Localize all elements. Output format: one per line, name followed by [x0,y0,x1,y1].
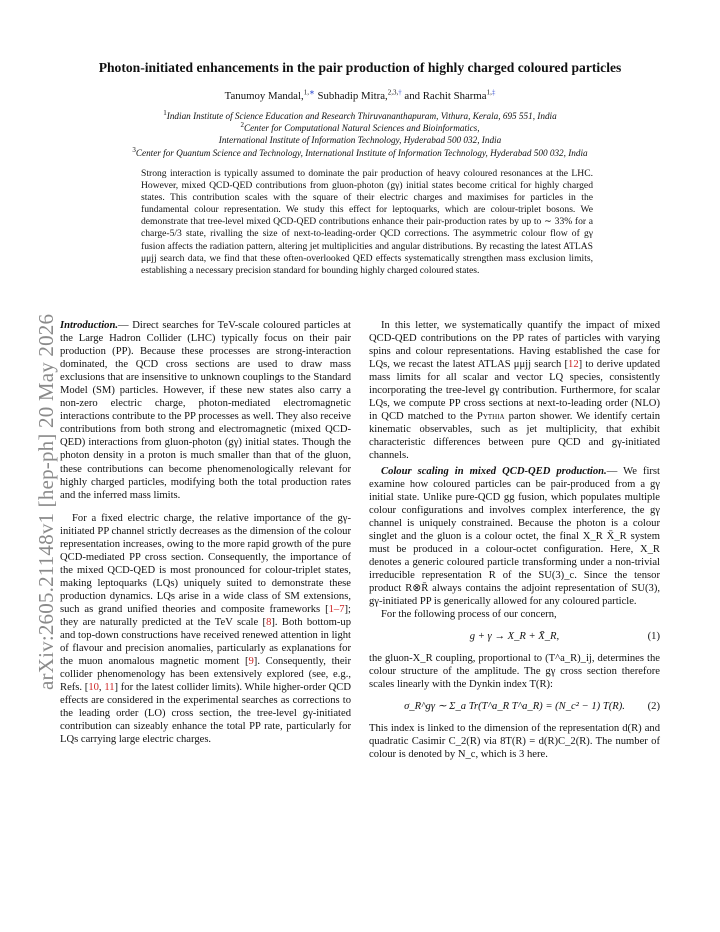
arxiv-watermark: arXiv:2605.21148v1 [hep-ph] 20 May 2026 [34,313,58,690]
paragraph [60,512,351,747]
paragraph-text: In this letter, we systematically quantify the impact of mixed QCD-QED contributions on the PP rates of particles with varying spins and colour representations. Having established the case for LQs, we recast the latest ATLAS μμjj search [ [369,320,660,371]
author-affil-mark: 1, [486,88,492,97]
author-conjunction: and [404,90,420,102]
right-column [369,319,660,761]
author-footnote-link[interactable]: ∗ [308,88,315,97]
section-heading-introduction: Introduction. [60,320,118,331]
paragraph-text: For a fixed electric charge, the relative importance of the gγ-initiated PP channel strictly decreases as the dimension of the colour representation increases, owing to the more rapid growth of the pure QCD-mediated PP cross section. Consequently, the importance of the mixed QCD-QED is most pronounced for colour-triplet states, making leptoquarks (LQs) uniquely suited to demonstrate these production dynamics. LQs arise in a wide class of SM extensions, such as grand unified theories and composite frameworks [ [60,512,351,615]
paragraph [369,465,660,609]
affiliation [40,134,680,146]
left-column [60,319,351,747]
paragraph-text: ] to derive updated mass limits for all scalar and vector LQ species, consistently incorporating the tree-level gγ contribution. Furthermore, for scalar LQs, we compute PP cross sections at next-to-leading order (NLO) in QCD matched to the [369,359,660,423]
paragraph-text: — Direct searches for TeV-scale coloured particles at the Large Hadron Collider (LHC) typically focus on their pair production (PP). Because these processes are strong-interaction dominated, the QCD cross sections are used to draw mass exclusions that are insensitive to unknown couplings to the Standard Model (SM) particles. However, if these new states also carry a non-zero electric charge, photon-mediated electromagnetic interactions contribute to the PP processes as well. They also receive contributions from both strong and electromagnetic (mixed QCD-QED) interactions from gluon-photon (gγ) initial states. Though the photon density in a proton is much smaller than that of the gluon, these contributions can become phenomenologically relevant for highly charged particles, modifying both the total production rates and the inferred mass limits. [60,320,351,501]
citation-link[interactable]: 1–7 [328,603,345,615]
citation-link[interactable]: 10 [88,682,99,694]
paragraph-text: ]; they are naturally predicted at the TeV scale [ [60,603,351,629]
affil-text: Indian Institute of Science Education and Research Thiruvananthapuram, Vithura, Kerala, 695 551, India [166,111,557,121]
citation-separator: , [98,682,105,694]
citation-link[interactable]: 8 [266,617,272,629]
section-heading-colour-scaling: Colour scaling in mixed QCD-QED production. [381,465,607,477]
equation-2 [369,700,660,713]
paragraph [369,319,660,463]
affil-number: 2 [240,120,244,129]
author-affil-mark: 1, [303,88,309,97]
author-footnote-link[interactable]: † [398,88,402,97]
affil-number: 1 [163,108,167,117]
author-list [40,90,680,102]
affiliation [40,110,680,122]
paragraph-text: — We first examine how coloured particles can be pair-produced from a gγ initial state. Unlike pure-QCD gg fusion, which populates multiple colour configurations and involves complex interference, the gγ channel is uniquely constrained. Because the photon is a colour singlet and the gluon is a colour octet, the final X_R X̄_R system must be produced in a colour-octet configuration. Here, X_R denotes a generic coloured particle transforming under a non-trivial irreducible representation R of the SU(3)_c. Since the tensor product R⊗R̄ always contains the adjoint representation of SU(3), gγ-initiated PP is generically allowed for any coloured particle. [369,465,660,607]
affiliation [40,122,680,134]
equation-number: (2) [647,701,660,713]
intro-paragraph [60,319,351,502]
abstract: Strong interaction is typically assumed to dominate the pair production of heavy coloured resonances at the LHC. However, mixed QCD-QED contributions from gluon-photon (gγ) initial states become critical for highly charged states. This contribution scales with the square of their electric charges and maximises for particles in the fundamental colour representation. We study this effect for leptoquarks, which are colour-triplet bosons. We demonstrate that tree-level mixed QCD-QED contributions enhance their pair-production rates by up to ∼ 33% for a charge-5/3 state, rivalling the size of next-to-leading-order QCD corrections. The asymmetric colour flow of gγ fusion affects the radiation pattern, altering jet multiplicities and angular distributions. By recasting the latest ATLAS μμjj search data, we find that these often-overlooked QED effects systematically strengthen mass exclusion limits, establishing a necessary precision standard for bounding highly charged coloured states. [141,168,593,276]
paper-title: Photon-initiated enhancements in the pair production of highly charged coloured particles [98,60,622,75]
affiliation [40,147,680,159]
paragraph-text: parton shower. We identify certain kinematic observables, such as jet multiplicity, that exhibit characteristic differences between pure QCD and gγ-initiated channels. [369,411,660,462]
software-name: Pythia [476,411,505,423]
author-footnote-link[interactable]: ‡ [491,88,496,97]
affil-number: 3 [132,145,136,154]
equation-body: σ_R^gγ ∼ Σ_a Tr(T^a_R T^a_R) = (N_c² − 1) T(R). [404,701,625,713]
equation-1 [369,630,660,643]
author-name: Subhadip Mitra, [317,90,388,102]
equation-body: g + γ → X_R + X̄_R, [469,631,560,643]
paragraph: This index is linked to the dimension of the representation d(R) and quadratic Casimir C_2(R) via 8T(R) = d(R)C_2(R). The number of colour is denoted by N_c, which is 3 here. [369,723,660,761]
citation-link[interactable]: 9 [248,656,254,668]
citation-link[interactable]: 12 [568,359,579,371]
author-affil-mark: 2,3, [387,88,399,97]
citation-link[interactable]: 11 [104,682,115,694]
affil-text: Center for Computational Natural Sciences and Bioinformatics, [243,123,480,133]
equation-number: (1) [647,631,660,643]
paragraph: For the following process of our concern, [381,609,557,621]
paragraph-text: ] for the latest collider limits). While higher-order QCD effects are considered in the experimental searches as corrections to the leading order (LO) cross section, the tree-level gγ-initiated contribution can sizeably enhance the total PP rate, particularly for LQs carrying large electric charges. [60,682,352,746]
author-name: Rachit Sharma [422,90,487,102]
paragraph: the gluon-X_R coupling, proportional to (T^a_R)_ij, determines the colour structure of the amplitude. The gγ cross section therefore scales linearly with the Dynkin index T(R): [369,653,660,691]
paragraph-text: ]. Both bottom-up and top-down constructions have received renewed attention in light of flavour and precision anomalies, particularly as explanations for the muon anomalous magnetic moment [ [60,617,351,668]
affil-text: Center for Quantum Science and Technology, International Institute of Information Technology, Hyderabad 500 032, India [135,148,588,158]
affil-text: International Institute of Information Technology, Hyderabad 500 032, India [218,135,502,145]
author-name: Tanumoy Mandal, [224,90,304,102]
paragraph-text: ]. Consequently, their collider phenomenology has been extensively explored (see, e.g., Refs. [ [60,656,351,694]
